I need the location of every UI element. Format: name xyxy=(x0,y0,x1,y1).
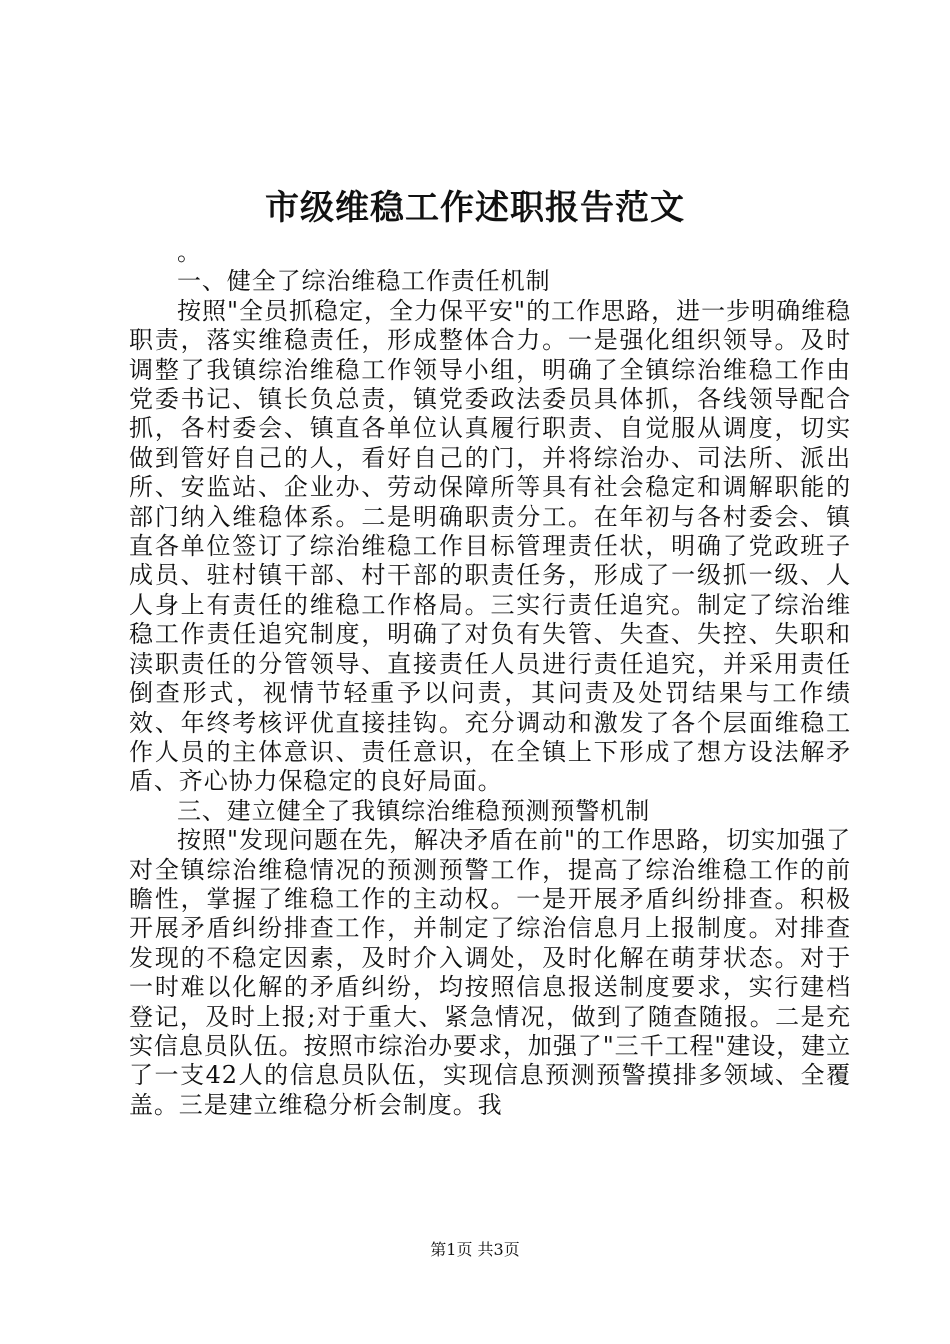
paragraph-early-warning-mechanism: 按照"发现问题在先，解决矛盾在前"的工作思路，切实加强了对全镇综治维稳情况的预测预警工作，提高了综治维稳工作的前瞻性，掌握了维稳工作的主动权。一是开展矛盾纠纷排查。积极开展矛盾纠纷排查工作，并制定了综治信息月上报制度。对排查发现的不稳定因素，及时介入调处，及时化解在萌芽状态。对于一时难以化解的矛盾纠纷，均按照信息报送制度要求，实行建档登记，及时上报;对于重大、紧急情况，做到了随查随报。二是充实信息员队伍。按照市综治办要求，加强了"三千工程"建设，建立了一支42人的信息员队伍，实现信息预测预警摸排多领域、全覆盖。三是建立维稳分析会制度。我 xyxy=(129,826,851,1119)
paragraph-responsibility-mechanism: 按照"全员抓稳定，全力保平安"的工作思路，进一步明确维稳职责，落实维稳责任，形成整体合力。一是强化组织领导。及时调整了我镇综治维稳工作领导小组，明确了全镇综治维稳工作由党委书记、镇长负总责，镇党委政法委员具体抓，各线领导配合抓，各村委会、镇直各单位认真履行职责、自觉服从调度，切实做到管好自己的人，看好自己的门，并将综治办、司法所、派出所、安监站、企业办、劳动保障所等具有社会稳定和调解职能的部门纳入维稳体系。二是明确职责分工。在年初与各村委会、镇直各单位签订了综治维稳工作目标管理责任状，明确了党政班子成员、驻村镇干部、村干部的职责任务，形成了一级抓一级、人人身上有责任的维稳工作格局。三实行责任追究。制定了综治维稳工作责任追究制度，明确了对负有失管、失查、失控、失职和渎职责任的分管领导、直接责任人员进行责任追究，并采用责任倒查形式，视情节轻重予以问责，其问责及处罚结果与工作绩效、年终考核评优直接挂钩。充分调动和激发了各个层面维稳工作人员的主体意识、责任意识，在全镇上下形成了想方设法解矛盾、齐心协力保稳定的良好局面。 xyxy=(129,296,851,796)
document-title: 市级维稳工作述职报告范文 xyxy=(265,188,685,228)
document-body xyxy=(129,238,851,1120)
section-heading-3: 三、建立健全了我镇综治维稳预测预警机制 xyxy=(177,796,651,825)
page-footer: 第1页 共3页 xyxy=(430,1240,520,1259)
section-heading-1: 一、健全了综治维稳工作责任机制 xyxy=(177,267,551,296)
paragraph-fragment: 。 xyxy=(177,238,202,266)
